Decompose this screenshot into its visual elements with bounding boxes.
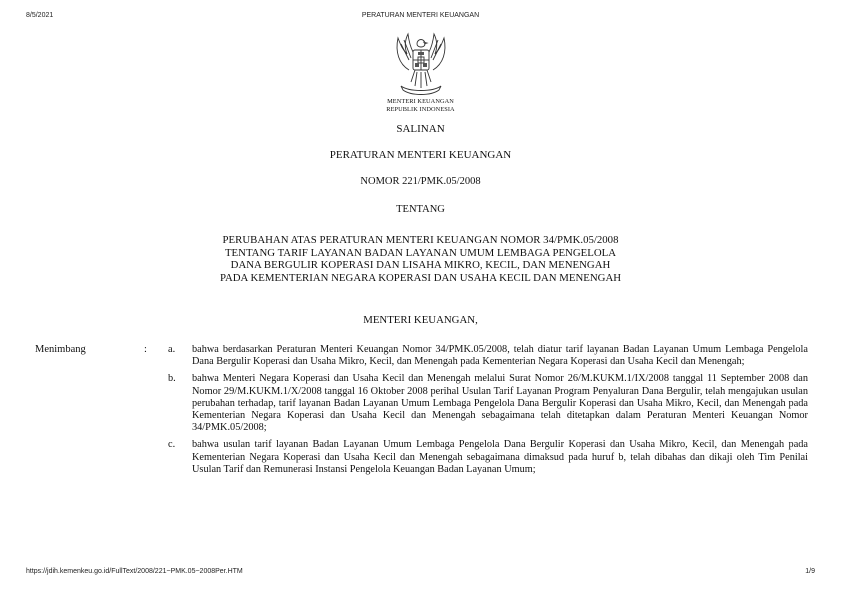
item-text: bahwa usulan tarif layanan Badan Layanan Umum Lembaga Pengelola Dana Bergulir Koperasi dan Usaha Mikro, Kecil, dan Menengah pada Kementerian Negara Koperasi dan Usaha Kecil dan Menengah sebagaimana dimaksud pada huruf b, telah dibahas dan dikaji oleh Tim Penilai Usulan Tarif dan Remunerasi Instansi Pengelola Keuangan Badan Layanan Umum;: [192, 439, 808, 475]
regulation-subject: [0, 234, 841, 284]
item-letter: c.: [168, 439, 176, 451]
item-letter: a.: [168, 344, 176, 355]
copy-label: SALINAN: [396, 123, 445, 135]
item-text: bahwa Menteri Negara Koperasi dan Usaha Kecil dan Menengah melalui Surat Nomor 26/M.KUKM.1/IX/2008 tanggal 11 September 2008 dan Nomor 29/M.KUKM.1/X/2008 tanggal 16 Oktober 2008 perihal Usulan Tarif Layanan Program Penyaluran Dana Bergulir, telah mengajukan usulan perubahan terhadap, tarif layanan Badan Layanan Umum Lembaga Pengelola Dana Bergulir Koperasi dan Usaha Mikro, Kecil, dan Menengah pada Kementerian Negara Koperasi dan Usaha Kecil dan Menengah sebagaimana telah ditetapkan dalam Peraturan Menteri Keuangan Nomor 34/PMK.05/2008;: [192, 373, 808, 434]
regulation-title: PERATURAN MENTERI KEUANGAN: [329, 149, 512, 161]
item-text: bahwa berdasarkan Peraturan Menteri Keuangan Nomor 34/PMK.05/2008, telah diatur tarif layanan Badan Layanan Umum Lembaga Pengelola Dana Bergulir Koperasi dan Usaha Mikro, Kecil, dan Menengah pada Kementerian Negara Koperasi dan Usaha Kecil dan Menengah;: [192, 344, 808, 368]
print-date: 8/5/2021: [26, 12, 54, 19]
emblem-caption-country: REPUBLIK INDONESIA: [386, 105, 455, 113]
considering-colon: :: [144, 344, 147, 355]
subject-line: PADA KEMENTERIAN NEGARA KOPERASI DAN USAHA KECIL DAN MENENGAH: [219, 271, 622, 284]
print-header-title: PERATURAN MENTERI KEUANGAN: [361, 12, 480, 19]
about-label: TENTANG: [396, 204, 445, 215]
considering-list: [168, 344, 808, 481]
garuda-emblem-icon: [389, 30, 453, 102]
subject-line: PERUBAHAN ATAS PERATURAN MENTERI KEUANGAN NOMOR 34/PMK.05/2008: [222, 234, 619, 246]
print-footer-url: https://jdih.kemenkeu.go.id/FullText/2008/221~PMK.05~2008Per.HTM: [26, 568, 243, 575]
subject-line: TENTANG TARIF LAYANAN BADAN LAYANAN UMUM LEMBAGA PENGELOLA: [224, 246, 617, 259]
considering-label: Menimbang: [35, 344, 86, 355]
page-number: 1/9: [805, 568, 815, 575]
considering-item-b: [168, 373, 808, 434]
considering-item-a: [168, 344, 808, 368]
item-letter: b.: [168, 373, 176, 385]
regulation-number: NOMOR 221/PMK.05/2008: [360, 176, 481, 187]
minister-heading: MENTERI KEUANGAN,: [363, 314, 478, 326]
emblem-caption-ministry: MENTERI KEUANGAN: [387, 98, 454, 105]
considering-item-c: [168, 439, 808, 476]
subject-line: DANA BERGULIR KOPERASI DAN LISAHA MIKRO, KECIL, DAN MENENGAH: [230, 259, 611, 272]
emblem-caption: [0, 98, 841, 113]
